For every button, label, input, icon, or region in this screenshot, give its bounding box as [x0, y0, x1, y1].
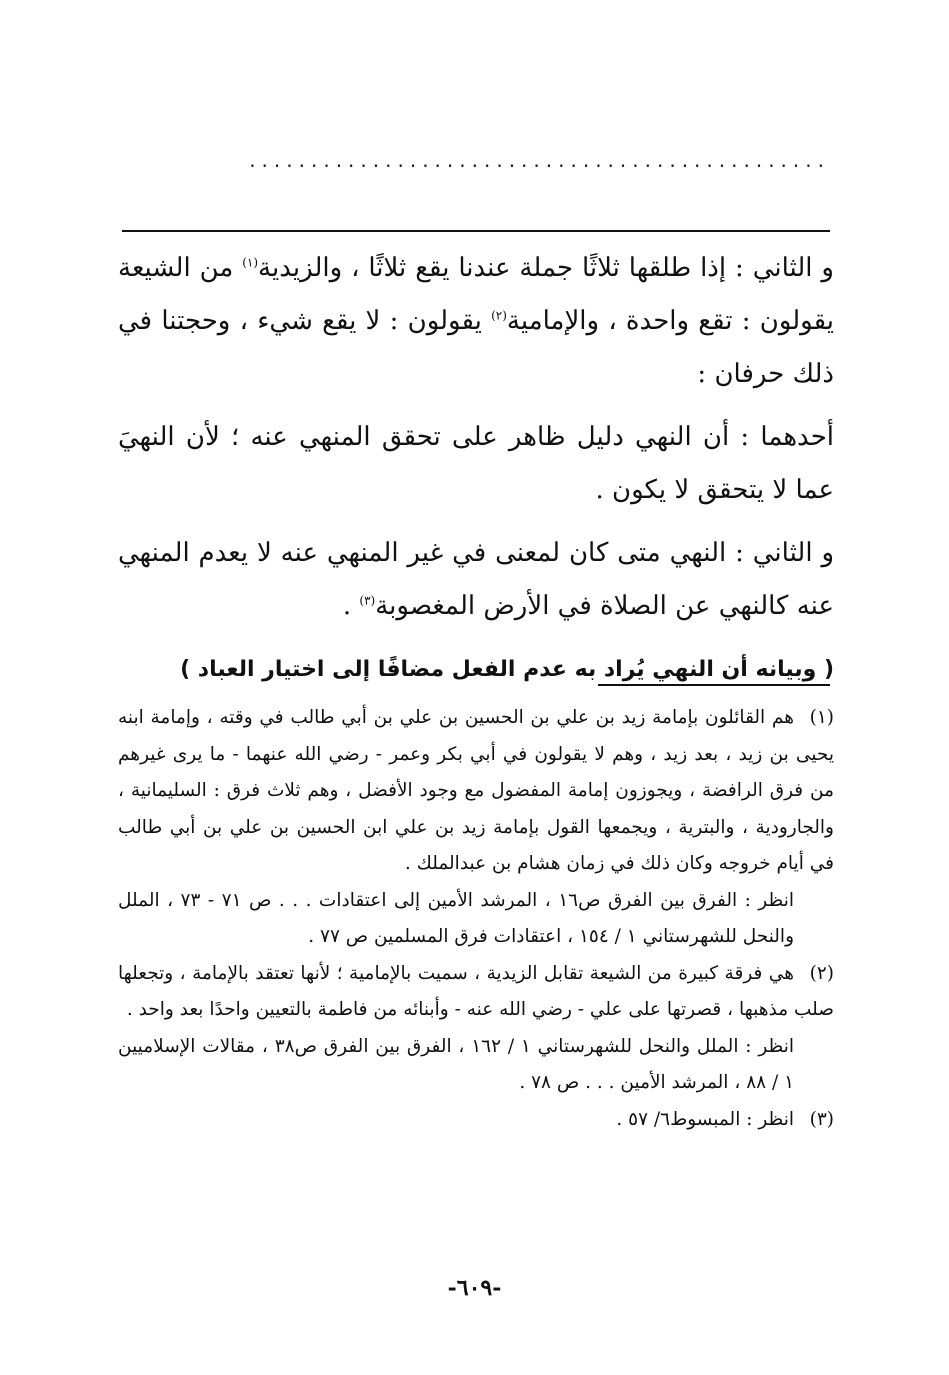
footnote-2-text: هي فرقة كبيرة من الشيعة تقابل الزيدية ، سميت بالإمامية ؛ لأنها تعتقد بالإمامة ، وتجعلها صلب مذهبها ، قصرتها على علي - رضي الله عنه - وأبنائه من فاطمة بالتعيين واحدًا بعد واحد .: [118, 962, 834, 1020]
p1-part-c: يقولون : لا يقع شيء ، وحجتنا في ذلك حرفان :: [118, 306, 834, 389]
p1-part-a: و الثاني : إذا طلقها ثلاثًا جملة عندنا يقع ثلاثًا ، والزيدية: [258, 253, 834, 283]
footnote-ref-1: (١): [242, 255, 259, 270]
top-rule: [122, 230, 830, 232]
paragraph-1: [118, 242, 834, 401]
main-text: [118, 242, 834, 706]
separator-dots: ...............................................: [249, 148, 830, 172]
footnote-ref-3: (٣): [359, 593, 376, 608]
footnote-1: [118, 700, 834, 883]
footnote-3: [118, 1102, 834, 1139]
footnote-1-number: (١): [809, 707, 834, 728]
footnote-3-text: انظر : المبسوط٦/ ٥٧ .: [616, 1108, 794, 1130]
p1-part-b: من الشيعة يقولون : تقع واحدة ، والإمامية: [118, 253, 834, 336]
footnote-3-number: (٣): [809, 1108, 834, 1130]
paragraph-3: [118, 527, 834, 633]
footnote-2: [118, 956, 834, 1029]
footnote-2-reference: انظر : الملل والنحل للشهرستاني ١ / ١٦٢ ، الفرق بين الفرق ص٣٨ ، مقالات الإسلاميين ١ / ٨٨ ، المرشد الأمين . . . ص ٧٨ .: [118, 1035, 795, 1093]
footnote-ref-2: (٢): [491, 308, 507, 323]
section-heading: ( وبيانه أن النهي يُراد به عدم الفعل مضافًا إلى اختيار العباد ): [180, 657, 834, 682]
footnote-1-text: هم القائلون بإمامة زيد بن علي بن الحسين بن علي بن أبي طالب في وقته ، وإمامة ابنه يحيى بن زيد ، بعد زيد ، وهم لا يقولون في أبي بكر وعمر - رضي الله عنهما - ما يرى غيرهم من فرق الرافضة ، ويجوزون إمامة المفضول مع وجود الأفضل ، وهم ثلاث فرق : السليمانية ، والجارودية ، والبترية ، ويجمعها القول بإمامة زيد بن علي ابن الحسين بن علي بن أبي طالب في أيام خروجه وكان ذلك في زمان هشام بن عبدالملك .: [118, 707, 834, 874]
footnote-2-number: (٢): [809, 962, 834, 984]
footnote-rule: [598, 684, 830, 686]
footnotes: [118, 700, 834, 1138]
p3-part-a: و الثاني : النهي متى كان لمعنى في غير المنهي عنه لا يعدم المنهي عنه كالنهي عن الصلاة في الأرض المغصوبة: [118, 538, 834, 621]
p3-part-b: .: [342, 591, 360, 621]
footnote-1-reference: انظر : الفرق بين الفرق ص١٦ ، المرشد الأمين إلى اعتقادات . . . ص ٧١ - ٧٣ ، الملل والنحل للشهرستاني ١ / ١٥٤ ، اعتقادات فرق المسلمين ص ٧٧ .: [118, 889, 794, 947]
paragraph-2: أحدهما : أن النهي دليل ظاهر على تحقق المنهي عنه ؛ لأن النهيَ عما لا يتحقق لا يكون .: [118, 422, 834, 505]
page-number: -٦٠٩-: [447, 1275, 502, 1301]
